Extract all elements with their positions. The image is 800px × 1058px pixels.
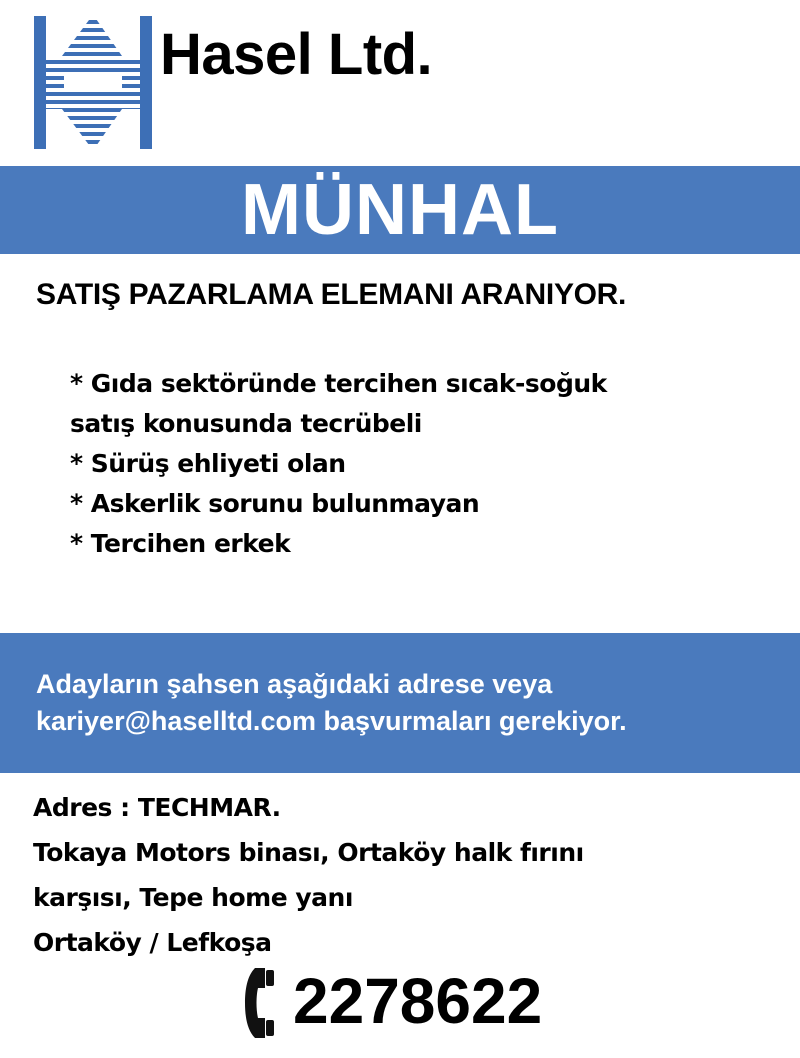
address-line: Adres : TECHMAR. <box>33 793 281 822</box>
hasel-logo-icon <box>34 16 152 149</box>
requirement-item: satış konusunda tecrübeli <box>70 409 422 438</box>
requirement-item: * Gıda sektöründe tercihen sıcak-soğuk <box>70 369 607 398</box>
telephone-handset-icon <box>243 966 285 1040</box>
application-text <box>36 666 627 740</box>
requirement-item: * Askerlik sorunu bulunmayan <box>70 489 480 518</box>
address-block <box>33 785 584 965</box>
requirement-item: * Sürüş ehliyeti olan <box>70 449 346 478</box>
address-line: Ortaköy / Lefkoşa <box>33 928 272 957</box>
requirement-item: * Tercihen erkek <box>70 529 291 558</box>
address-line: karşısı, Tepe home yanı <box>33 883 353 912</box>
phone-number: 2278622 <box>293 965 543 1037</box>
job-headline: SATIŞ PAZARLAMA ELEMANI ARANIYOR. <box>36 278 627 311</box>
requirements-list <box>70 364 607 564</box>
banner-title: MÜNHAL <box>241 170 559 250</box>
address-line: Tokaya Motors binası, Ortaköy halk fırını <box>33 838 584 867</box>
application-line: kariyer@haselltd.com başvurmaları gerekiyor. <box>36 706 627 736</box>
application-line: Adayların şahsen aşağıdaki adrese veya <box>36 669 553 699</box>
company-name: Hasel Ltd. <box>160 22 433 87</box>
